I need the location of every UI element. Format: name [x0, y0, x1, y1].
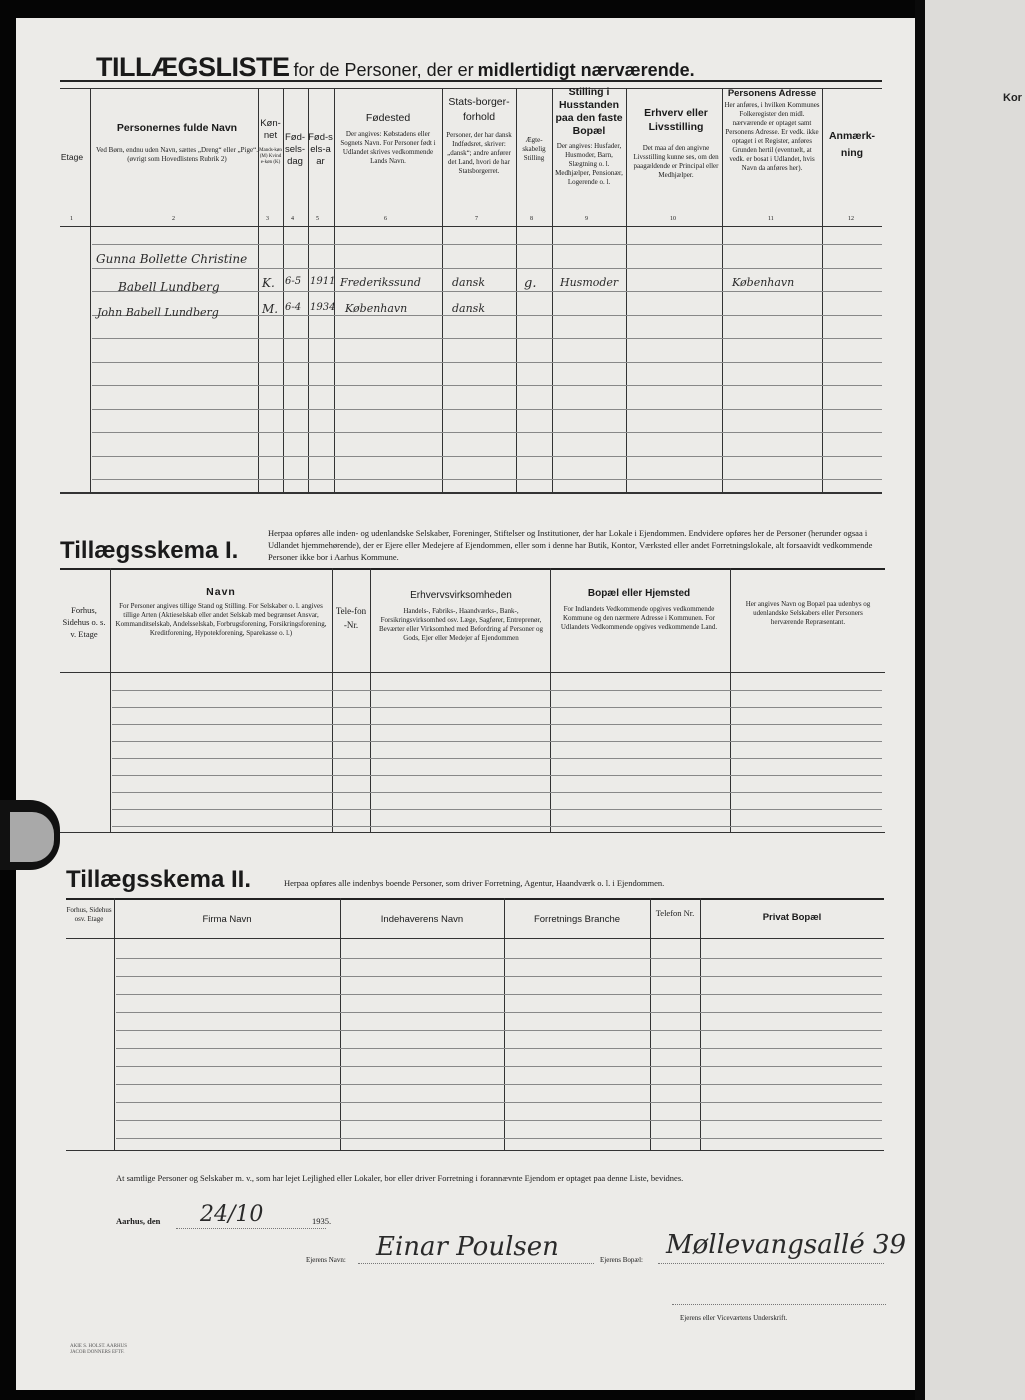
- skema1-col-business: [374, 590, 548, 643]
- row3-year: 1934: [310, 302, 336, 313]
- skema1-row-line: [112, 792, 882, 793]
- row2-year: 1911: [310, 276, 336, 287]
- col-birthplace-title: Fødested: [365, 112, 411, 124]
- col-household-sub: Der angives: Husfader, Husmoder, Barn, Slægtning o. l. Medhjælper, Pensionær, Logerende o. l.: [555, 142, 623, 186]
- col-etage-header: Etage: [60, 152, 84, 162]
- date-line: [176, 1228, 326, 1229]
- date-value: 24/10: [200, 1202, 264, 1227]
- main-row-line: [92, 409, 882, 410]
- col-sex-title: Køn-net: [260, 118, 281, 141]
- skema1-col-name-sub: For Personer angives tillige Stand og Stilling. For Selskaber o. l. angives tillige Arten (Aktieselskab eller andet Selskab med begrænset Ansvar, Kommanditselskab, Andelsselskab, Forbrugsforening, Forsikringsforening, Kreditforening, Hypotekforening, Sparekasse o. l.): [115, 602, 327, 637]
- skema2-row-line: [116, 1138, 882, 1139]
- main-table-bottom: [60, 492, 882, 494]
- col-sex-sub: Mands-køn (M) Kvinde-køn (K): [259, 148, 282, 165]
- skema2-row-line: [116, 994, 882, 995]
- col-marital-header: Ægte-skabelig Stilling: [522, 136, 546, 162]
- col-sex-header: [259, 118, 282, 166]
- skema2-title: Tillægsskema II.: [66, 866, 251, 893]
- main-table-header-bottom: [60, 226, 882, 227]
- signature-line: [672, 1304, 886, 1305]
- main-row-line: [92, 244, 882, 245]
- col-address-header: [724, 88, 820, 173]
- skema1-row-line: [112, 741, 882, 742]
- row3-name: John Babell Lundberg: [97, 306, 219, 319]
- column-number: 2: [172, 216, 175, 222]
- skema2-row-line: [116, 1084, 882, 1085]
- row2-address: København: [732, 276, 795, 289]
- skema2-bottom: [66, 1150, 884, 1151]
- column-number: 7: [475, 216, 478, 222]
- owner-name-value: Einar Poulsen: [376, 1232, 559, 1262]
- skema2-row-line: [116, 958, 882, 959]
- skema1-col-business-sub: Handels-, Fabriks-, Haandværks-, Bank-, Forsikringsvirksomhed osv. Læge, Sagfører, Entreprenør, Beværter eller Virksomhed med Befordring af Personer og Gods, Ejer eller Medejer af Ejendommen: [378, 607, 544, 642]
- skema2-row-line: [116, 1066, 882, 1067]
- skema1-col-etage: Forhus, Sidehus o. s. v. Etage: [62, 605, 106, 639]
- skema2-col-address: Privat Bopæl: [762, 912, 822, 923]
- place-label: Aarhus, den: [116, 1216, 161, 1226]
- row2-day: 6-5: [285, 276, 302, 287]
- skema2-intro: Herpaa opføres alle indenbys boende Personer, som driver Forretning, Agentur, Haandværk o. l. i Ejendommen.: [284, 878, 665, 888]
- skema1-row-line: [112, 690, 882, 691]
- skema2-row-line: [116, 1048, 882, 1049]
- skema2-col-firm: Firma Navn: [202, 914, 252, 925]
- column-number: 11: [768, 216, 774, 222]
- main-row-line: [92, 432, 882, 433]
- skema1-col-residence: [552, 588, 726, 632]
- row1-name: Gunna Bollette Christine: [96, 252, 248, 266]
- row2-marital: g.: [524, 276, 537, 291]
- row3-day: 6-4: [285, 302, 302, 313]
- skema2-row-line: [116, 976, 882, 977]
- column-number: 12: [848, 216, 854, 222]
- col-citizen-title: Stats-borger-forhold: [448, 96, 510, 123]
- skema2-col-divider: [504, 898, 505, 1150]
- adjacent-page: [925, 0, 1025, 1400]
- col-address-title: Personens Adresse: [727, 88, 817, 99]
- col-name-title: Personernes fulde Navn: [116, 122, 238, 134]
- col-occupation-title: Erhverv eller Livsstilling: [644, 107, 708, 133]
- skema1-col-name-title: Navn: [206, 586, 236, 598]
- skema1-row-line: [112, 775, 882, 776]
- owner-address-value: Møllevangsallé 39: [666, 1230, 907, 1260]
- row2-citizen: dansk: [452, 276, 485, 289]
- owner-name-label: Ejerens Navn:: [306, 1256, 346, 1264]
- col-name-header: [92, 122, 262, 164]
- title-end: midlertidigt nærværende.: [477, 60, 695, 80]
- row3-sex: M.: [262, 302, 279, 316]
- skema1-row-line: [112, 826, 882, 827]
- col-birthplace-sub: Der angives: Købstadens eller Sognets Navn. For Personer født i Udlandet skrives vedkommende Lands Navn.: [340, 130, 436, 165]
- skema2-row-line: [116, 1120, 882, 1121]
- skema2-col-etage: Forhus, Sidehus osv. Etage: [66, 906, 112, 923]
- col-household-header: [554, 86, 624, 187]
- owner-name-line: [358, 1263, 594, 1264]
- skema2-header-bottom: [66, 938, 884, 939]
- signature-caption: Ejerens eller Viceværtens Underskrift.: [680, 1314, 788, 1322]
- skema1-title: Tillægsskema I.: [60, 537, 239, 564]
- main-row-line: [92, 268, 882, 269]
- col-occupation-sub: Det maa af den angivne Livsstilling kunne ses, om den paagældende er Principal eller Medhjælper.: [633, 144, 719, 179]
- skema1-row-line: [112, 758, 882, 759]
- skema1-header-bottom: [60, 672, 885, 673]
- col-remark-header: Anmærk-ning: [828, 130, 876, 159]
- column-number: 5: [316, 216, 319, 222]
- skema2-row-line: [116, 1102, 882, 1103]
- skema1-col-residence-sub: For Indlandets Vedkommende opgives vedkommende Kommune og den nærmere Adresse i Kommunen. For Udlandets Vedkommende opgives vedkommende Land.: [560, 605, 718, 631]
- skema2-col-divider: [340, 898, 341, 1150]
- col-day-header: Fød-sels-dag: [284, 132, 306, 167]
- binder-clip: [0, 800, 60, 870]
- col-citizen-sub: Personer, der har dansk Indfødsret, skriver: „dansk“; andre anfører det Land, hvori de har Statsborgerret.: [446, 131, 512, 175]
- row2-name: Babell Lundberg: [118, 280, 220, 294]
- skema1-bottom: [60, 832, 885, 833]
- main-row-line: [92, 338, 882, 339]
- col-citizen-header: [444, 95, 514, 176]
- skema2-row-line: [116, 1030, 882, 1031]
- skema1-col-phone: Tele-fon-Nr.: [335, 606, 367, 630]
- form-page: [16, 18, 916, 1390]
- column-number: 10: [670, 216, 676, 222]
- col-name-sub: Ved Børn, endnu uden Navn, sættes „Dreng“ eller „Pige“. (øvrigt som Hovedlistens Rubrik 2): [96, 146, 258, 163]
- row2-household: Husmoder: [560, 276, 619, 289]
- column-number: 3: [266, 216, 269, 222]
- skema2-col-divider: [114, 898, 115, 1150]
- skema1-col-divider: [110, 568, 111, 832]
- skema2-row-line: [116, 1012, 882, 1013]
- row2-sex: K.: [262, 276, 275, 290]
- title-main: TILLÆGSLISTE: [96, 52, 290, 82]
- col-birthplace-header: [338, 112, 438, 166]
- page-title: [96, 52, 695, 83]
- title-middle: for de Personer, der er: [293, 60, 474, 80]
- declaration-text: At samtlige Personer og Selskaber m. v., som har lejet Lejlighed eller Lokaler, bor eller driver Forretning i forannævnte Ejendom er optaget paa denne Liste, bevidnes.: [116, 1173, 684, 1183]
- owner-address-line: [658, 1263, 884, 1264]
- main-row-line: [92, 456, 882, 457]
- column-number: 8: [530, 216, 533, 222]
- skema1-row-line: [112, 707, 882, 708]
- skema1-row-line: [112, 724, 882, 725]
- row3-birthplace: København: [345, 302, 408, 315]
- skema2-col-owner: Indehaverens Navn: [380, 914, 464, 925]
- year-label: 1935.: [312, 1216, 332, 1226]
- main-row-line: [92, 362, 882, 363]
- main-col-divider: [90, 88, 91, 492]
- owner-address-label: Ejerens Bopæl:: [600, 1256, 643, 1264]
- row3-citizen: dansk: [452, 302, 485, 315]
- col-year-header: Fød-sels-aar: [308, 132, 333, 167]
- col-household-title: Stilling i Husstanden paa den faste Bopæl: [555, 86, 623, 137]
- skema1-row-line: [112, 809, 882, 810]
- adjacent-page-header: Kor: [1003, 92, 1022, 104]
- column-number: 4: [291, 216, 294, 222]
- skema2-col-phone: Telefon Nr.: [655, 908, 695, 918]
- skema2-col-branch: Forretnings Branche: [533, 914, 621, 925]
- column-number: 9: [585, 216, 588, 222]
- main-row-line: [92, 479, 882, 480]
- col-address-sub: Her anføres, i hvilken Kommunes Folkeregister den midl. nærværende er optaget samt Personens Adresse. Er vedk. ikke optaget i et Register, anføres Grunden hertil (eventuelt, at vedk. er bosat i Udlandet, hvis Navn da anføres her).: [724, 101, 820, 172]
- main-table-top: [60, 80, 882, 82]
- skema1-col-name: [114, 586, 328, 638]
- skema2-col-divider: [650, 898, 651, 1150]
- skema2-top: [66, 898, 884, 900]
- column-number: 1: [70, 216, 73, 222]
- row2-birthplace: Frederikssund: [340, 276, 421, 289]
- main-row-line: [92, 385, 882, 386]
- skema1-col-residence-title: Bopæl eller Hjemsted: [587, 588, 691, 599]
- skema1-col-business-title: Erhvervsvirksomheden: [410, 590, 512, 601]
- col-occupation-header: [630, 106, 722, 180]
- skema1-intro: Herpaa opføres alle inden- og udenlandske Selskaber, Foreninger, Stiftelser og Institutioner, der har Lokale i Ejendommen. Endvidere opføres her de Personer (herunder ogsaa i Udlandet hjemmehørende), der er Ejere eller Medejere af Ejendommen, eller som i denne har Butik, Kontor, Værksted eller andet Forretningslokale, alt forsaavidt vedkommende Personer ikke bor i Aarhus Kommune.: [268, 528, 873, 562]
- skema1-col-representative: Her angives Navn og Bopæl paa udenbys og udenlandske Selskabers eller Personers herværende Repræsentant.: [745, 600, 871, 626]
- column-number: 6: [384, 216, 387, 222]
- printer-imprint: AKIE S. HOLST. AARHUS JACOB DONNERS EFTF.: [70, 1344, 127, 1355]
- skema1-top: [60, 568, 885, 570]
- skema2-col-divider: [700, 898, 701, 1150]
